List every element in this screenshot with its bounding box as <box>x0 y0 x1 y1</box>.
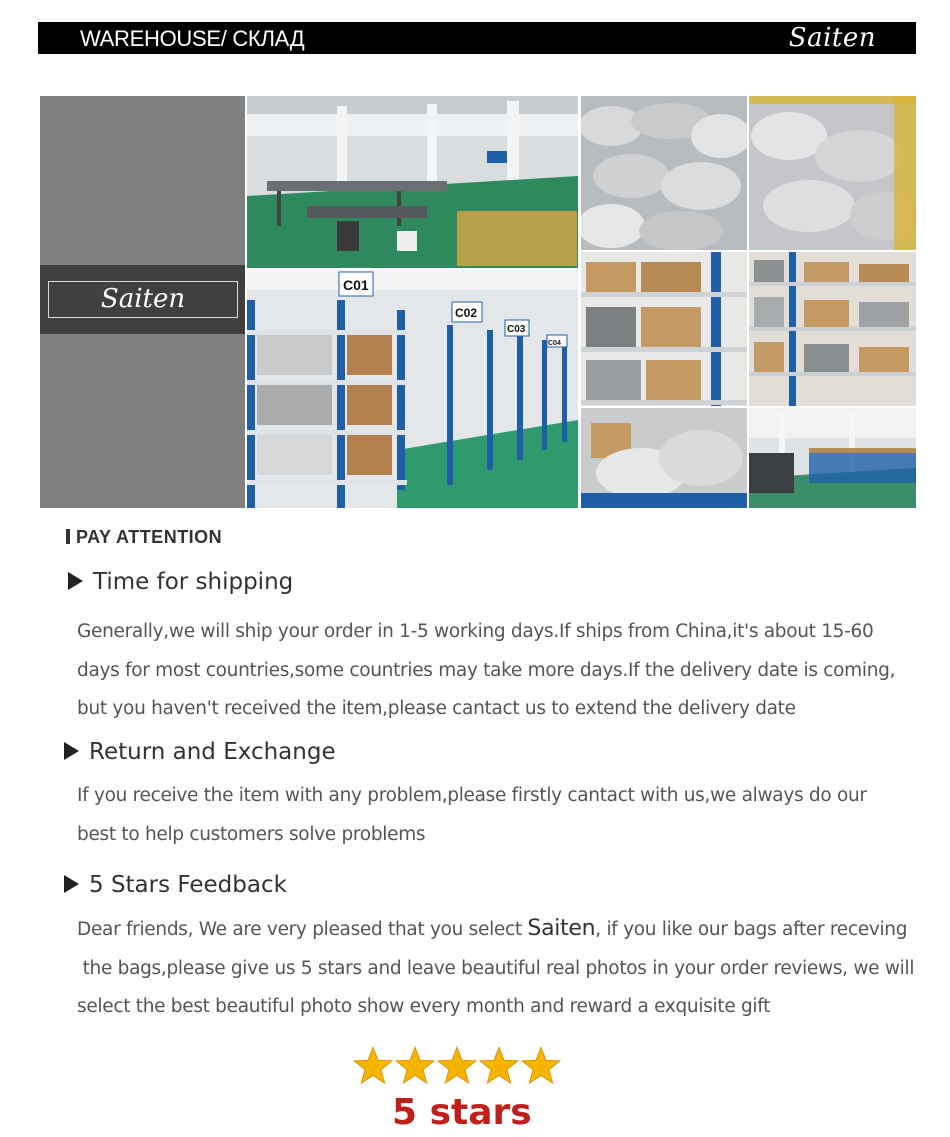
shipping-heading <box>68 569 293 595</box>
star-icon <box>438 1047 476 1083</box>
pay-attention-heading <box>66 527 222 548</box>
star-icon <box>522 1047 560 1083</box>
brand-band <box>40 265 245 334</box>
shipping-paragraph <box>77 613 917 729</box>
shelf-sign-c01: C01 <box>343 277 369 293</box>
shelf-aisle-photo <box>247 270 578 508</box>
pay-attention-label: PAY ATTENTION <box>76 527 223 547</box>
shipping-line-3: but you haven't received the item,please cantact us to extend the delivery date <box>77 698 796 719</box>
package-box-photo <box>581 408 747 508</box>
brand-logo-box: Saiten <box>48 281 238 318</box>
return-heading <box>64 739 336 765</box>
feedback-title: 5 Stars Feedback <box>89 872 287 898</box>
feedback-heading <box>64 872 287 898</box>
feedback-line-1 <box>77 910 917 950</box>
feedback-line-1-start: Dear friends, We are very pleased that you select <box>77 919 528 940</box>
return-line-1: If you receive the item with any problem,please firstly cantact with us,we always do our <box>77 785 867 806</box>
star-icon <box>480 1047 518 1083</box>
feedback-line-3: select the best beautiful photo show every month and reward a exquisite gift <box>77 996 771 1017</box>
shelf-sign-c03: C03 <box>507 324 526 335</box>
five-star-rating <box>352 1044 562 1088</box>
feedback-line-1-end: , if you like our bags after receving <box>595 919 908 940</box>
feedback-paragraph <box>77 910 917 1027</box>
warehouse-gallery <box>40 96 916 508</box>
shipping-line-1: Generally,we will ship your order in 1-5 working days.If ships from China,it's about 15-60 <box>77 621 874 642</box>
page-title: WAREHOUSE/ СКЛАД <box>80 26 305 51</box>
return-line-2: best to help customers solve problems <box>77 823 426 845</box>
return-paragraph <box>77 777 917 854</box>
brand-panel <box>40 96 245 508</box>
packing-area-photo <box>749 408 916 508</box>
mailer-bags-photo-1 <box>581 96 747 250</box>
triangle-bullet-icon <box>64 875 79 893</box>
star-icon <box>354 1047 392 1083</box>
feedback-line-2: the bags,please give us 5 stars and leave beautiful real photos in your order reviews, we will <box>77 957 915 979</box>
shelf-sign-c04: C04 <box>548 340 561 347</box>
shelf-boxes-photo-2 <box>749 252 916 406</box>
shelf-boxes-photo-1 <box>581 252 747 406</box>
header-bar <box>38 22 916 54</box>
feedback-brand-name: Saiten <box>527 916 596 941</box>
triangle-bullet-icon <box>64 742 79 760</box>
shelf-sign-c02: C02 <box>455 306 478 320</box>
brand-logo: Saiten <box>788 23 876 53</box>
star-icon <box>396 1047 434 1083</box>
mailer-bags-photo-2 <box>749 96 916 250</box>
triangle-bullet-icon <box>68 572 83 590</box>
stars-graphic <box>352 1044 562 1088</box>
shipping-line-2: days for most countries,some countries may take more days.If the delivery date is coming, <box>77 659 896 681</box>
warehouse-hall-photo <box>247 96 578 268</box>
heading-bar-icon <box>66 529 70 544</box>
return-title: Return and Exchange <box>89 739 336 765</box>
shipping-title: Time for shipping <box>93 569 294 595</box>
stars-label: 5 stars <box>392 1092 532 1133</box>
